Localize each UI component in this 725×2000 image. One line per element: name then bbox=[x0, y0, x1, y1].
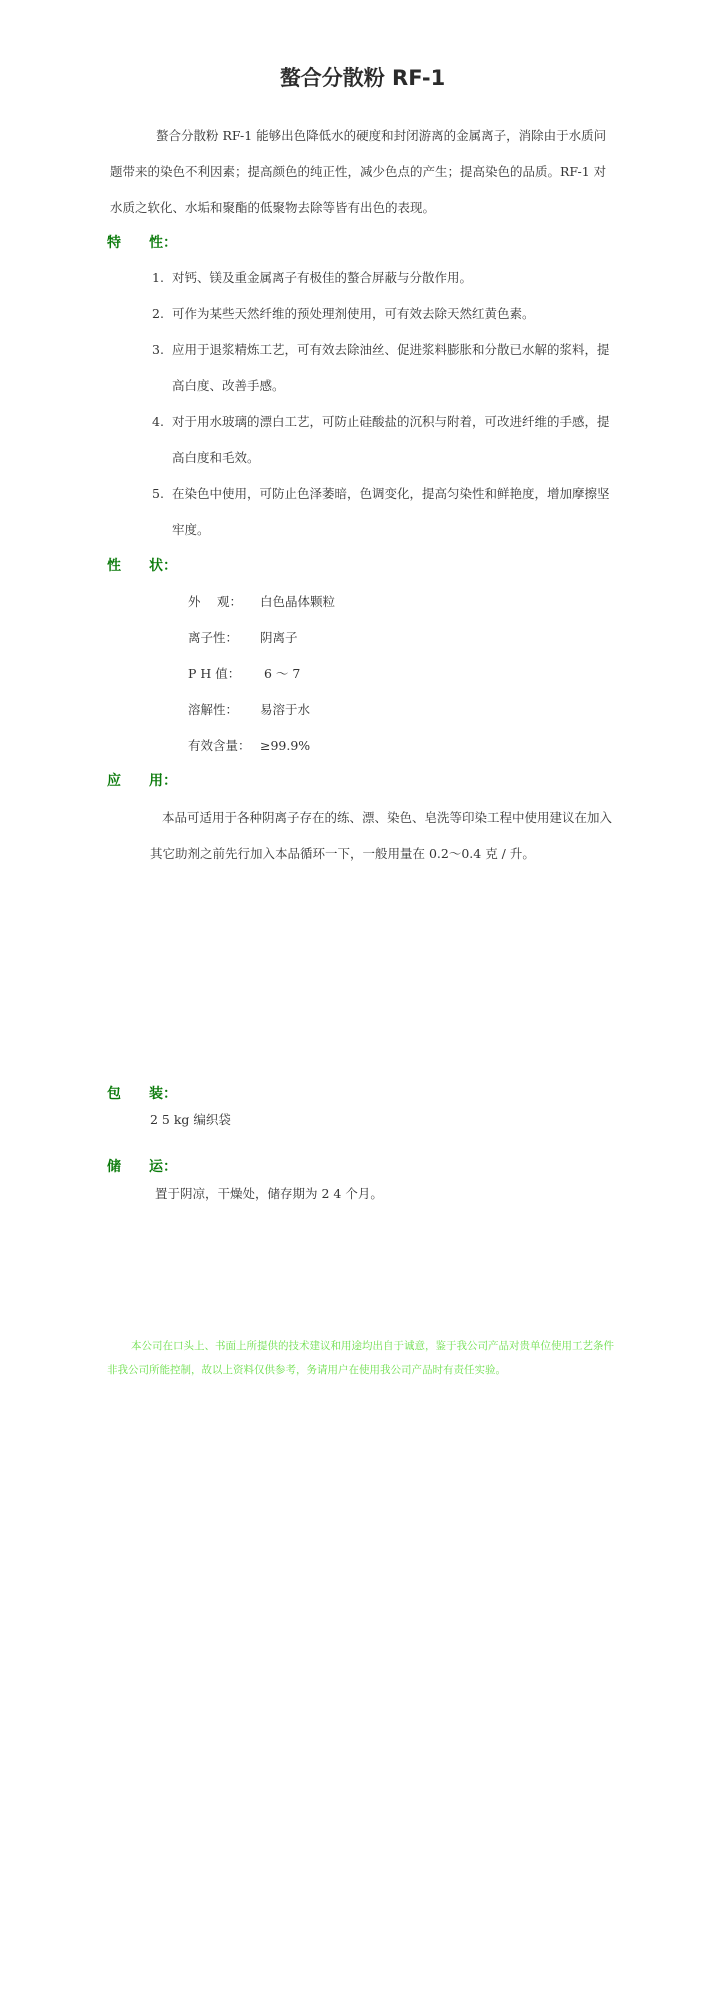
packaging-text: 2 5 kg 编织袋 bbox=[150, 1112, 231, 1127]
property-label: 溶解性： bbox=[188, 702, 239, 717]
property-value: 阴离子 bbox=[260, 630, 298, 645]
features-list bbox=[152, 260, 612, 548]
storage-text: 置于阴凉，干燥处，储存期为 2 4 个月。 bbox=[155, 1186, 383, 1201]
packaging-heading: 包 装： bbox=[107, 1086, 177, 1102]
item-number: 5. bbox=[152, 486, 164, 501]
application-paragraph: 本品可适用于各种阴离子存在的练、漂、染色、皂洗等印染工程中使用建议在加入其它助剂之前先行加入本品循环一下，一般用量在 0.2～0.4 克 / 升。 bbox=[150, 810, 613, 861]
property-value: 白色晶体颗粒 bbox=[260, 594, 336, 609]
property-row bbox=[188, 692, 335, 728]
disclaimer-note: 本公司在口头上、书面上所提供的技术建议和用途均出自于诚意，鉴于我公司产品对贵单位使用工艺条件非我公司所能控制，故以上资料仅供参考，务请用户在使用我公司产品时有责任实验。 bbox=[107, 1340, 614, 1376]
page-title: 螯合分散粉 RF-1 bbox=[279, 66, 446, 90]
features-heading: 特 性： bbox=[107, 235, 177, 251]
properties-table bbox=[188, 584, 335, 764]
application-heading: 应 用： bbox=[107, 773, 177, 789]
list-item bbox=[152, 260, 612, 296]
property-row bbox=[188, 656, 335, 692]
list-item bbox=[152, 296, 612, 332]
item-number: 1. bbox=[152, 270, 164, 285]
property-value: ≥99.9% bbox=[260, 738, 311, 753]
property-label: 离子性： bbox=[188, 630, 239, 645]
item-number: 2. bbox=[152, 306, 164, 321]
item-text: 对于用水玻璃的漂白工艺，可防止硅酸盐的沉积与附着，可改进纤维的手感，提高白度和毛效。 bbox=[172, 414, 610, 465]
list-item bbox=[152, 332, 612, 404]
storage-heading: 储 运： bbox=[107, 1159, 177, 1175]
property-row bbox=[188, 728, 335, 764]
property-label: 有效含量： bbox=[188, 738, 251, 753]
item-text: 对钙、镁及重金属离子有极佳的螯合屏蔽与分散作用。 bbox=[172, 270, 473, 285]
item-text: 应用于退浆精炼工艺，可有效去除油丝、促进浆料膨胀和分散已水解的浆料，提高白度、改善手感。 bbox=[172, 342, 610, 393]
property-label: 外 观： bbox=[188, 594, 242, 609]
properties-heading: 性 状： bbox=[107, 558, 177, 574]
item-text: 可作为某些天然纤维的预处理剂使用，可有效去除天然红黄色素。 bbox=[172, 306, 535, 321]
property-label: P H 值： bbox=[188, 666, 241, 681]
item-number: 4. bbox=[152, 414, 164, 429]
property-value: 易溶于水 bbox=[260, 702, 311, 717]
property-value: 6 ～ 7 bbox=[260, 666, 301, 681]
item-number: 3. bbox=[152, 342, 164, 357]
list-item bbox=[152, 476, 612, 548]
intro-paragraph: 螯合分散粉 RF-1 能够出色降低水的硬度和封闭游离的金属离子，消除由于水质问题带来的染色不利因素；提高颜色的纯正性，减少色点的产生；提高染色的品质。RF-1 对水质之软化、水垢和聚酯的低聚物去除等皆有出色的表现。 bbox=[110, 128, 607, 215]
property-row bbox=[188, 620, 335, 656]
list-item bbox=[152, 404, 612, 476]
item-text: 在染色中使用，可防止色泽萎暗，色调变化，提高匀染性和鲜艳度，增加摩擦坚牢度。 bbox=[172, 486, 610, 537]
property-row bbox=[188, 584, 335, 620]
